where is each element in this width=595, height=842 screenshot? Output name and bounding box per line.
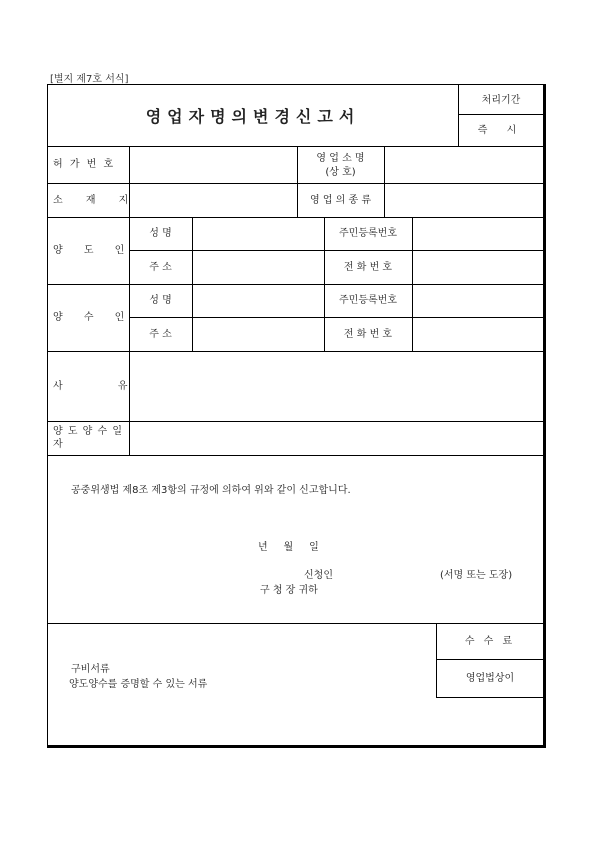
- declaration-statement: 공중위생법 제8조 제3항의 규정에 의하여 위와 같이 신고합니다.: [71, 485, 351, 496]
- fee-label: 수 수 료: [464, 636, 516, 647]
- location-label: 소 재 지: [53, 195, 129, 206]
- required-documents-item: 양도양수를 증명할 수 있는 서류: [69, 679, 208, 690]
- transferee-resident-number-label: 주민등록번호: [339, 295, 397, 306]
- processing-period-label: 처리기간: [481, 95, 521, 106]
- permit-number-label: 허 가 번 호: [53, 159, 116, 170]
- form-number-label: [별지 제7호 서식]: [50, 74, 129, 85]
- transferee-address-label: 주 소: [149, 329, 172, 340]
- business-type-label: 영 업 의 종 류: [309, 195, 371, 206]
- applicant-label: 신청인: [304, 570, 333, 581]
- processing-period-value: 즉 시: [477, 125, 525, 136]
- transferor-name-label: 성 명: [149, 228, 172, 239]
- required-documents-label: 구비서류: [71, 664, 110, 675]
- recipient-label: 구 청 장 귀하: [260, 585, 318, 596]
- transferor-phone-label: 전 화 번 호: [343, 262, 393, 273]
- transferor-resident-number-label: 주민등록번호: [339, 228, 397, 239]
- business-name-label: 영 업 소 명: [316, 153, 365, 164]
- transferor-address-label: 주 소: [149, 262, 172, 273]
- transferee-phone-label: 전 화 번 호: [343, 329, 393, 340]
- transferor-label: 양 도 인: [53, 245, 125, 256]
- form-title: 영업자명의변경신고서: [145, 107, 361, 126]
- report-form: [47, 84, 546, 748]
- trade-name-label: (상 호): [325, 167, 356, 178]
- date-line: 년 월 일: [258, 542, 319, 553]
- fee-value: 영업법상이: [465, 673, 515, 684]
- transfer-date-label: 양 도 양 수 일 자: [53, 426, 124, 450]
- transferee-name-label: 성 명: [149, 295, 172, 306]
- reason-label: 사 유: [53, 381, 128, 392]
- signature-note: (서명 또는 도장): [440, 570, 513, 581]
- transferee-label: 양 수 인: [53, 312, 125, 323]
